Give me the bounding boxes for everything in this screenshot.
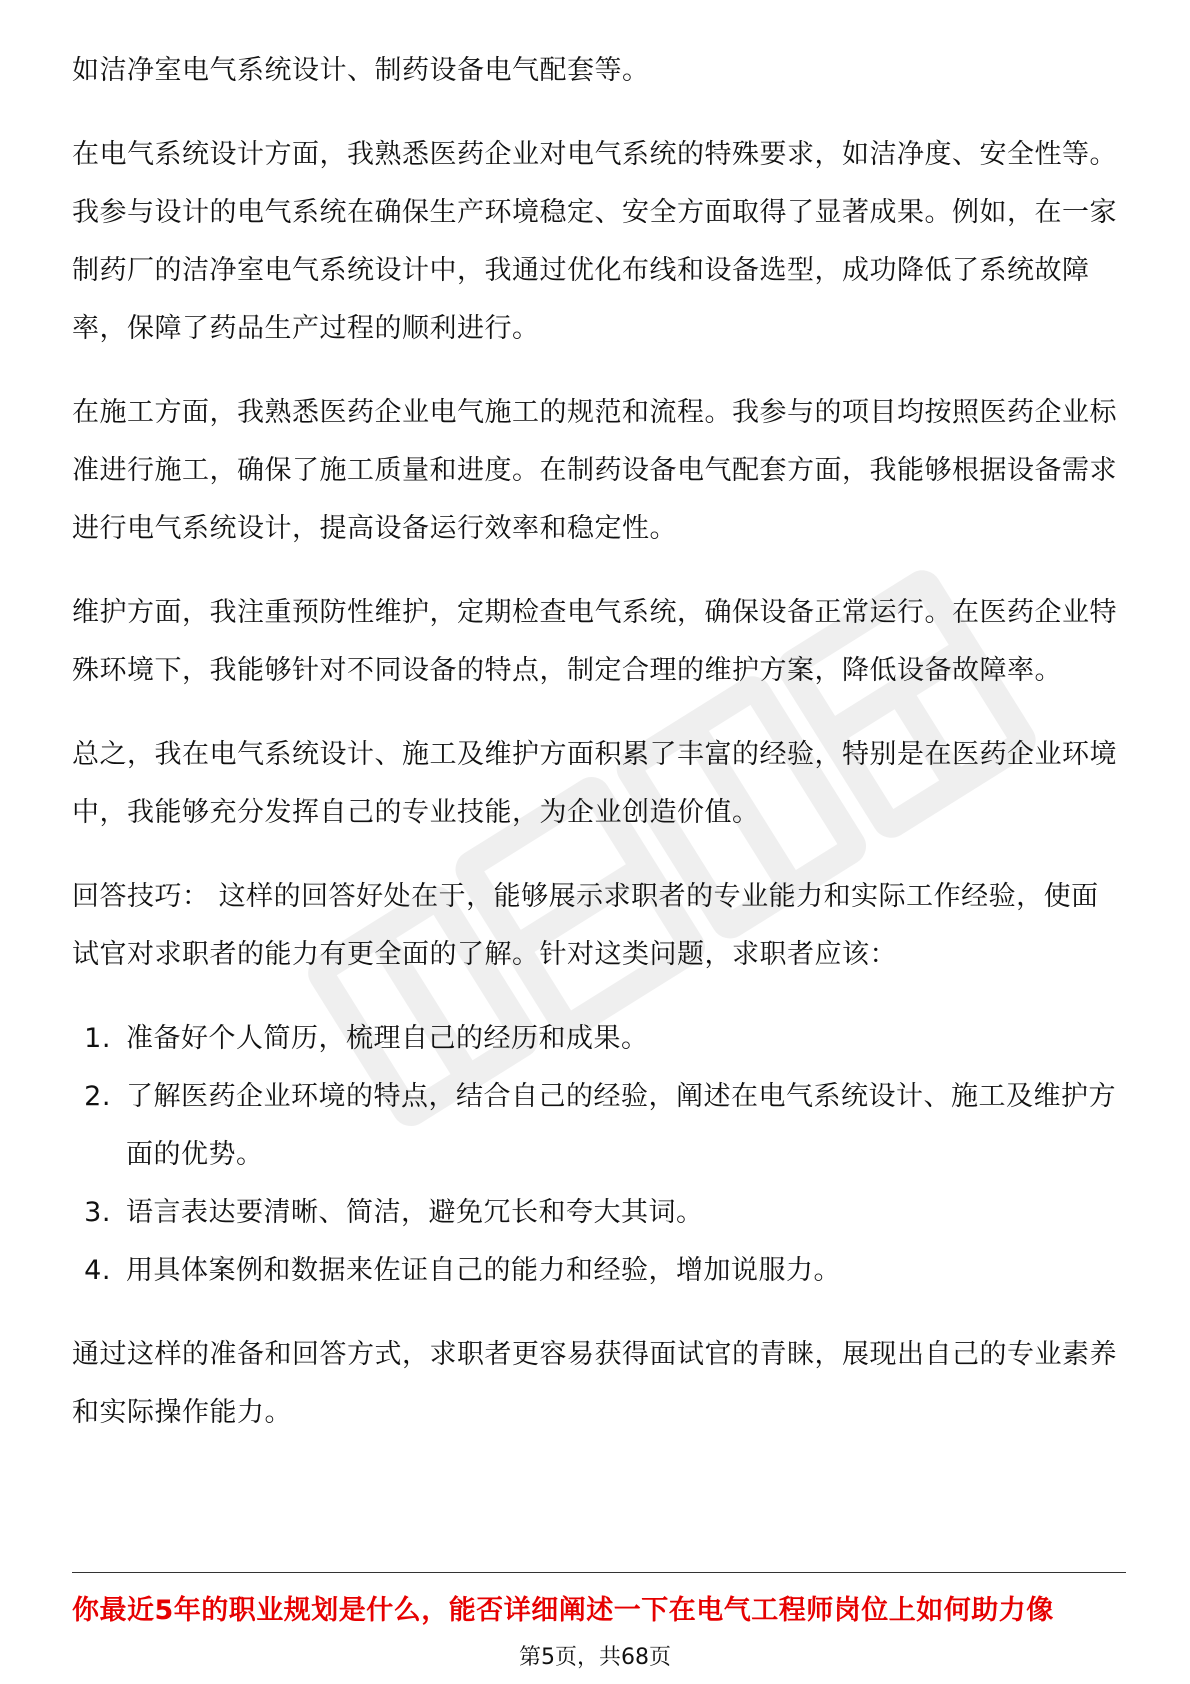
paragraph-intro-continuation: 如洁净室电气系统设计、制药设备电气配套等。 xyxy=(72,55,650,86)
document-body xyxy=(72,42,1122,1468)
paragraph-summary: 总之，我在电气系统设计、施工及维护方面积累了丰富的经验，特别是在医药企业环境中，我能够充分发挥自己的专业技能，为企业创造价值。 xyxy=(72,739,1117,828)
paragraph-answer-tips: 回答技巧： 这样的回答好处在于，能够展示求职者的专业能力和实际工作经验，使面试官对求职者的能力有更全面的了解。针对这类问题，求职者应该： xyxy=(72,881,1099,970)
paragraph-electrical-design: 在电气系统设计方面，我熟悉医药企业对电气系统的特殊要求，如洁净度、安全性等。我参与设计的电气系统在确保生产环境稳定、安全方面取得了显著成果。例如，在一家制药厂的洁净室电气系统设计中，我通过优化布线和设备选型，成功降低了系统故障率，保障了药品生产过程的顺利进行。 xyxy=(72,139,1117,344)
footer-divider xyxy=(72,1572,1126,1573)
paragraph-maintenance: 维护方面，我注重预防性维护，定期检查电气系统，确保设备正常运行。在医药企业特殊环境下，我能够针对不同设备的特点，制定合理的维护方案，降低设备故障率。 xyxy=(72,597,1117,686)
tips-list-item: 2. 了解医药企业环境的特点，结合自己的经验，阐述在电气系统设计、施工及维护方面的优势。 xyxy=(120,1068,1122,1184)
next-question-heading: 你最近5年的职业规划是什么，能否详细阐述一下在电气工程师岗位上如何助力像 xyxy=(72,1595,1054,1626)
tips-list-item: 4. 用具体案例和数据来佐证自己的能力和经验，增加说服力。 xyxy=(120,1242,1122,1300)
paragraph-closing: 通过这样的准备和回答方式，求职者更容易获得面试官的青睐，展现出自己的专业素养和实际操作能力。 xyxy=(72,1339,1117,1428)
paragraph-construction: 在施工方面，我熟悉医药企业电气施工的规范和流程。我参与的项目均按照医药企业标准进行施工，确保了施工质量和进度。在制药设备电气配套方面，我能够根据设备需求进行电气系统设计，提高设备运行效率和稳定性。 xyxy=(72,397,1117,544)
page-number: 第5页，共68页 xyxy=(519,1645,671,1670)
tips-list-item: 1. 准备好个人简历，梳理自己的经历和成果。 xyxy=(120,1010,1122,1068)
tips-list xyxy=(72,1010,1122,1300)
tips-list-item: 3. 语言表达要清晰、简洁，避免冗长和夸大其词。 xyxy=(120,1184,1122,1242)
